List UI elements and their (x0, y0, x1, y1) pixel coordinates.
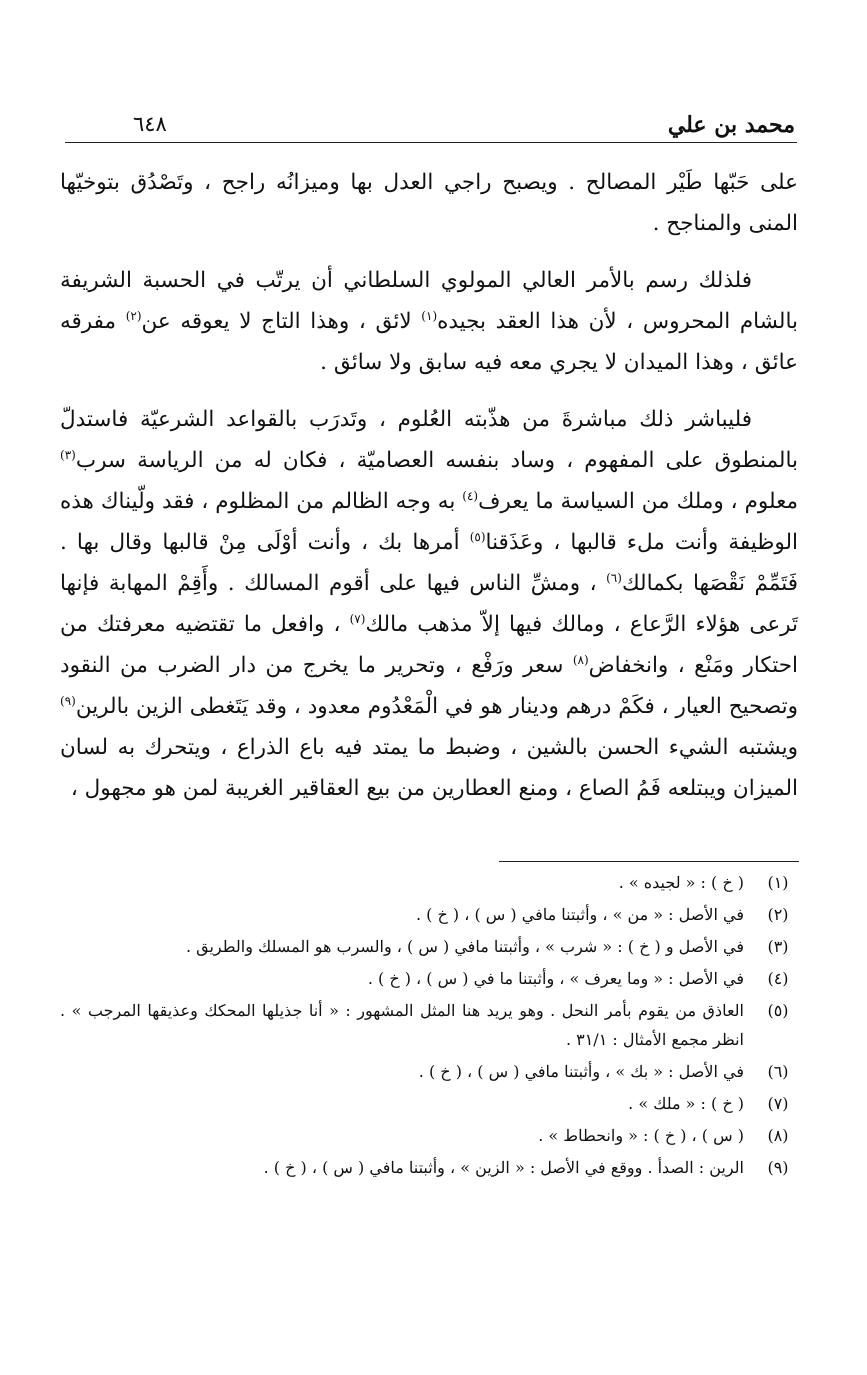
footnote-number: (٦) (767, 1062, 789, 1081)
footnote-5 (60, 996, 798, 1054)
footnote-number: (٩) (767, 1158, 789, 1177)
paragraph-3-text-e: ، ومشِّ الناس فيها على أقوم المسالك . وأَقِمْ المهابة فإنها تَرعى هؤلاء الرَّعاع ، ومالك فيها إلاّ مذهب مالك (60, 571, 798, 637)
footnote-number: (٧) (767, 1094, 789, 1113)
paragraph-3-text-d: أمرها بك ، وأنت أوْلَى مِنْ قالبها وقال بها . فَتَمِّمْ نَقْصَها بكمالك (60, 530, 798, 596)
footnote-ref-2: (٢) (125, 308, 142, 323)
footnote-3 (60, 932, 798, 961)
main-text (60, 162, 798, 809)
footnote-divider (499, 861, 799, 862)
footnote-number: (٣) (767, 937, 789, 956)
paragraph-2-text-a: فلذلك رسم بالأمر العالي المولوي السلطاني أن يرتّب في الحسبة الشريفة بالشام المحروس ، لأن هذا العقد بجيده (60, 268, 798, 334)
footnote-6 (60, 1057, 798, 1086)
paragraph-2 (60, 260, 798, 383)
footnote-2 (60, 900, 798, 929)
paragraph-1-text: على حَبّها طَيْر المصالح . ويصبح راجي العدل بها وميزانُه راجح ، وتَصْدُق بتوخيّها المنى والمناجح . (60, 170, 798, 236)
footnote-9 (60, 1153, 798, 1182)
footnote-text: ( خ ) : « ملك » . (628, 1094, 744, 1113)
paragraph-3 (60, 399, 798, 809)
paragraph-3-text-h: ويشتبه الشيء الحسن بالشين ، وضبط ما يمتد فيه باع الذراع ، ويتحرك به لسان الميزان ويبتلعه فَمُ الصاع ، ومنع العطارين من بيع العقاقير الغريبة لمن هو مجهول ، (60, 735, 798, 801)
footnote-text: ( س ) ، ( خ ) : « وانحطاط » . (538, 1126, 744, 1145)
footnote-ref-3: (٣) (60, 447, 76, 462)
footnote-text: ( خ ) : « لجيده » . (618, 873, 744, 892)
footnote-text: في الأصل : « من » ، وأثبتنا مافي ( س ) ، ( خ ) . (415, 905, 744, 924)
paragraph-3-text-f: ، وافعل ما تقتضيه معرفتك من احتكار ومَنْع ، وانخفاض (60, 612, 799, 678)
footnote-text: في الأصل و ( خ ) : « شرب » ، وأثبتنا مافي ( س ) ، والسرب هو المسلك والطريق . (185, 937, 744, 956)
footnote-number: (٤) (767, 969, 789, 988)
footnote-7 (60, 1089, 798, 1118)
footnote-text: في الأصل : « بك » ، وأثبتنا مافي ( س ) ، ( خ ) . (418, 1062, 744, 1081)
footnote-ref-8: (٨) (572, 652, 589, 667)
paragraph-3-text-a: فليباشر ذلك مباشرةَ من هذّبته العُلوم ، وتَدرَب بالقواعد الشرعيّة فاستدلّ بالمنطوق على المفهوم ، وساد بنفسه العصاميّة ، فكان له من الرياسة سرب (60, 407, 798, 473)
footnote-1 (60, 868, 798, 897)
footnote-ref-5: (٥) (469, 529, 486, 544)
footnote-text: الرين : الصدأ . ووقع في الأصل : « الزين » ، وأثبتنا مافي ( س ) ، ( خ ) . (263, 1158, 744, 1177)
footnote-ref-4: (٤) (462, 488, 479, 503)
running-title: محمد بن علي (667, 112, 795, 138)
footnote-number: (١) (767, 873, 789, 892)
footnote-ref-7: (٧) (349, 611, 366, 626)
footnote-number: (٢) (767, 905, 789, 924)
footnote-text: في الأصل : « وما يعرف » ، وأثبتنا ما في ( س ) ، ( خ ) . (367, 969, 744, 988)
footnote-text: العاذق من يقوم بأمر النحل . وهو يريد هنا المثل المشهور : « أنا جذيلها المحكك وعذيقها المرجب » . انظر مجمع الأمثال : ٣١/١ . (60, 1001, 744, 1049)
page-header (65, 100, 797, 143)
paragraph-1 (60, 162, 798, 244)
footnote-4 (60, 964, 798, 993)
footnote-number: (٥) (767, 1001, 789, 1020)
footnote-ref-1: (١) (421, 308, 438, 323)
footnote-ref-9: (٩) (60, 693, 76, 708)
paragraph-3-text-g: سعر ورَفْع ، وتحرير ما يخرج من دار الضرب من النقود وتصحيح العيار ، فكَمْ درهم ودينار هو في الْمَعْدُوم معدود ، وقد يَتَغطى الزين بالرين (60, 653, 798, 719)
paragraph-2-text-c: مفرقه عائق ، وهذا الميدان لا يجري معه فيه سابق ولا سائق . (60, 309, 798, 375)
page-number: ٦٤٨ (133, 112, 167, 136)
paragraph-3-text-c: به وجه الظالم من المظلوم ، فقد ولّيناك هذه الوظيفة وأنت ملء قالبها ، وعَذَقنا (60, 489, 798, 555)
footnote-number: (٨) (767, 1126, 789, 1145)
paragraph-3-text-b: معلوم ، وملك من السياسة ما يعرف (478, 489, 798, 514)
footnote-ref-6: (٦) (606, 570, 622, 585)
footnote-8 (60, 1121, 798, 1150)
paragraph-2-text-b: لائق ، وهذا التاج لا يعوقه عن (141, 309, 422, 334)
footnotes (60, 868, 798, 1185)
